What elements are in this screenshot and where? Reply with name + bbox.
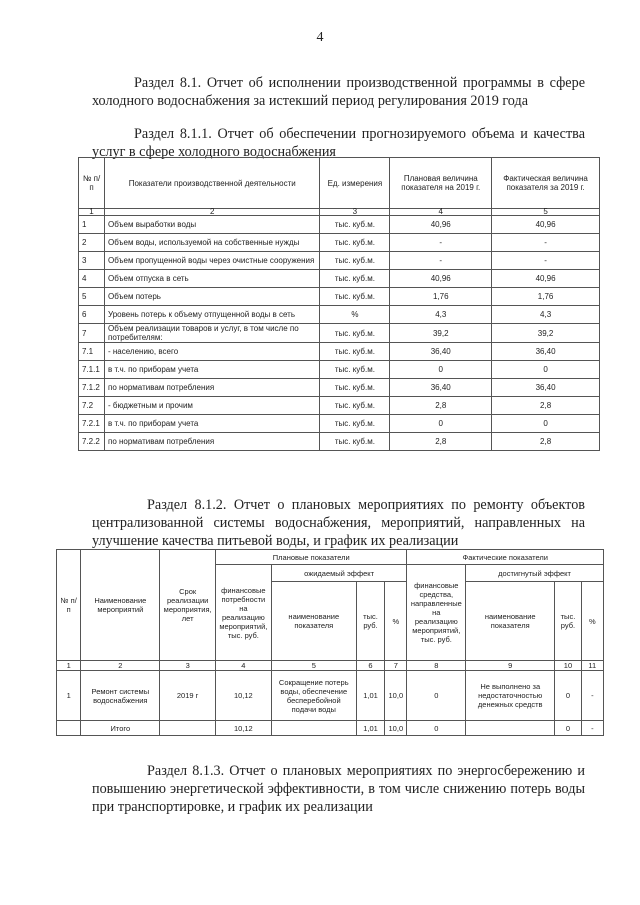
row-unit: тыс. куб.м. [320, 343, 390, 361]
table-row [79, 324, 600, 343]
row-fact: 40,96 [492, 270, 600, 288]
row-term [160, 721, 216, 736]
row-no: 7.1.2 [79, 379, 105, 397]
row-name: Итого [81, 721, 160, 736]
table-row [79, 234, 600, 252]
table-row [79, 270, 600, 288]
row-fact: 2,8 [492, 433, 600, 451]
table-row [79, 397, 600, 415]
row-indicator: по нормативам потребления [104, 379, 319, 397]
row-no: 1 [79, 216, 105, 234]
row-indicator: Объем пропущенной воды через очистные сооружения [104, 252, 319, 270]
row-indicator: Объем отпуска в сеть [104, 270, 319, 288]
table1-colnum: 1 [79, 209, 105, 216]
page-number: 4 [316, 30, 324, 45]
row-plan: 4,3 [390, 306, 492, 324]
table-row [79, 216, 600, 234]
table-row [79, 306, 600, 324]
table2-colnum: 8 [407, 661, 466, 671]
row-unit: тыс. куб.м. [320, 397, 390, 415]
row-unit: тыс. куб.м. [320, 270, 390, 288]
table2-header-indicator: наименование показателя [466, 582, 555, 661]
row-unit: тыс. куб.м. [320, 433, 390, 451]
row-term: 2019 г [160, 671, 216, 721]
row-indicator: Объем потерь [104, 288, 319, 306]
table1-colnum: 4 [390, 209, 492, 216]
table2-colnum: 9 [466, 661, 555, 671]
row-plan: 40,96 [390, 270, 492, 288]
row-fact: 0 [492, 361, 600, 379]
row-plan: 2,8 [390, 397, 492, 415]
table-row [57, 671, 604, 721]
table2-colnum: 7 [385, 661, 407, 671]
row-plan: 39,2 [390, 324, 492, 343]
table2-header-term: Срок реализации мероприятия, лет [160, 550, 216, 661]
row-unit: тыс. куб.м. [320, 415, 390, 433]
row-no: 7.2.1 [79, 415, 105, 433]
row-achieved-thr: 0 [555, 671, 581, 721]
row-indicator: Объем выработки воды [104, 216, 319, 234]
section-8-1-2-heading [92, 496, 585, 550]
section-8-1-1-heading [92, 125, 585, 161]
row-indicator: по нормативам потребления [104, 433, 319, 451]
row-fin-spent: 0 [407, 721, 466, 736]
table2-header-pct: % [581, 582, 603, 661]
row-expected-indicator [271, 721, 356, 736]
table2-header-fin-spent: финансовые средства, направленные на реализацию мероприятий, тыс. руб. [407, 565, 466, 661]
row-indicator: Объем воды, используемой на собственные нужды [104, 234, 319, 252]
table-row [79, 361, 600, 379]
row-indicator: - населению, всего [104, 343, 319, 361]
row-fin-spent: 0 [407, 671, 466, 721]
table2-colnum: 11 [581, 661, 603, 671]
row-no: 4 [79, 270, 105, 288]
row-fact: 36,40 [492, 379, 600, 397]
table-row [79, 433, 600, 451]
row-fact: 0 [492, 415, 600, 433]
table-row [79, 252, 600, 270]
table2-header-plan: Плановые показатели [215, 550, 407, 565]
table1-colnum: 2 [104, 209, 319, 216]
table1-header-plan: Плановая величина показателя на 2019 г. [390, 158, 492, 209]
table2-colnum: 6 [356, 661, 384, 671]
row-unit: тыс. куб.м. [320, 252, 390, 270]
table2-header-name: Наименование мероприятий [81, 550, 160, 661]
row-no: 7.1 [79, 343, 105, 361]
table1-colnum-row [79, 209, 600, 216]
row-plan: 36,40 [390, 379, 492, 397]
table2-colnum: 4 [215, 661, 271, 671]
row-unit: тыс. куб.м. [320, 324, 390, 343]
table2-colnum: 2 [81, 661, 160, 671]
row-achieved-indicator: Не выполнено за недостаточностью денежных средств [466, 671, 555, 721]
table1-header-indicator: Показатели производственной деятельности [104, 158, 319, 209]
table2-header-row-1 [57, 550, 604, 565]
table2-header-thr: тыс. руб. [356, 582, 384, 661]
table2-colnum-row [57, 661, 604, 671]
table2-header-expected: ожидаемый эффект [271, 565, 407, 582]
table2-colnum: 1 [57, 661, 81, 671]
row-indicator: Объем реализации товаров и услуг, в том числе по потребителям: [104, 324, 319, 343]
row-expected-pct: 10,0 [385, 721, 407, 736]
section-8-1-text: Раздел 8.1. Отчет об исполнении производственной программы в сфере холодного водоснабжения за истекший период регулирования 2019 года [92, 75, 585, 109]
row-no: 7.2 [79, 397, 105, 415]
row-plan: - [390, 234, 492, 252]
row-plan: 0 [390, 415, 492, 433]
row-fact: 1,76 [492, 288, 600, 306]
row-fact: 40,96 [492, 216, 600, 234]
table2-header-fin-need: финансовые потребности на реализацию мероприятий, тыс. руб. [215, 565, 271, 661]
table1-header-row [79, 158, 600, 209]
table2-colnum: 10 [555, 661, 581, 671]
table1-header-no: № п/п [79, 158, 105, 209]
row-plan: 1,76 [390, 288, 492, 306]
row-indicator: в т.ч. по приборам учета [104, 415, 319, 433]
table2-header-fact: Фактические показатели [407, 550, 604, 565]
table2-colnum: 3 [160, 661, 216, 671]
row-achieved-pct: - [581, 721, 603, 736]
row-unit: тыс. куб.м. [320, 234, 390, 252]
table1-colnum: 3 [320, 209, 390, 216]
row-achieved-indicator [466, 721, 555, 736]
row-no: 6 [79, 306, 105, 324]
row-no: 7 [79, 324, 105, 343]
table-row [79, 415, 600, 433]
row-no [57, 721, 81, 736]
table-row [79, 288, 600, 306]
section-8-1-2-text: Раздел 8.1.2. Отчет о плановых мероприятиях по ремонту объектов централизованной системы водоснабжения, мероприятий, направленных на улучшение качества питьевой воды, и график их реализации [92, 497, 585, 549]
table2-header-thr: тыс. руб. [555, 582, 581, 661]
row-no: 5 [79, 288, 105, 306]
row-fin-need: 10,12 [215, 721, 271, 736]
row-unit: тыс. куб.м. [320, 361, 390, 379]
row-expected-indicator: Сокращение потерь воды, обеспечение бесперебойной подачи воды [271, 671, 356, 721]
row-unit: тыс. куб.м. [320, 379, 390, 397]
table1-header-fact: Фактическая величина показателя за 2019 г. [492, 158, 600, 209]
section-8-1-3-heading [92, 762, 585, 816]
row-no: 7.1.1 [79, 361, 105, 379]
table2-colnum: 5 [271, 661, 356, 671]
table-row [79, 379, 600, 397]
row-plan: 40,96 [390, 216, 492, 234]
row-unit: % [320, 306, 390, 324]
section-8-1-1-text: Раздел 8.1.1. Отчет об обеспечении прогнозируемого объема и качества услуг в сфере холодного водоснабжения [92, 126, 585, 160]
table2-header-pct: % [385, 582, 407, 661]
row-name: Ремонт системы водоснабжения [81, 671, 160, 721]
table2-header-indicator: наименование показателя [271, 582, 356, 661]
row-fact: 4,3 [492, 306, 600, 324]
row-indicator: в т.ч. по приборам учета [104, 361, 319, 379]
table1-colnum: 5 [492, 209, 600, 216]
row-expected-thr: 1,01 [356, 671, 384, 721]
row-expected-thr: 1,01 [356, 721, 384, 736]
row-plan: 2,8 [390, 433, 492, 451]
section-8-1-heading [92, 74, 585, 110]
row-fact: 36,40 [492, 343, 600, 361]
row-achieved-thr: 0 [555, 721, 581, 736]
row-fin-need: 10,12 [215, 671, 271, 721]
row-plan: 36,40 [390, 343, 492, 361]
row-no: 2 [79, 234, 105, 252]
repair-measures-table [56, 549, 604, 736]
row-fact: 39,2 [492, 324, 600, 343]
row-no: 7.2.2 [79, 433, 105, 451]
row-indicator: Уровень потерь к объему отпущенной воды в сеть [104, 306, 319, 324]
row-no: 3 [79, 252, 105, 270]
table-row-total [57, 721, 604, 736]
row-fact: - [492, 234, 600, 252]
row-indicator: - бюджетным и прочим [104, 397, 319, 415]
table2-header-no: № п/п [57, 550, 81, 661]
row-plan: - [390, 252, 492, 270]
production-indicators-table [78, 157, 600, 451]
table1-header-unit: Ед. измерения [320, 158, 390, 209]
row-fact: - [492, 252, 600, 270]
row-achieved-pct: - [581, 671, 603, 721]
section-8-1-3-text: Раздел 8.1.3. Отчет о плановых мероприятиях по энергосбережению и повышению энергетической эффективности, в том числе снижению потерь воды при транспортировке, и график их реализации [92, 763, 585, 815]
row-no: 1 [57, 671, 81, 721]
row-unit: тыс. куб.м. [320, 288, 390, 306]
table2-header-achieved: достигнутый эффект [466, 565, 604, 582]
row-plan: 0 [390, 361, 492, 379]
row-fact: 2,8 [492, 397, 600, 415]
row-expected-pct: 10,0 [385, 671, 407, 721]
table-row [79, 343, 600, 361]
row-unit: тыс. куб.м. [320, 216, 390, 234]
